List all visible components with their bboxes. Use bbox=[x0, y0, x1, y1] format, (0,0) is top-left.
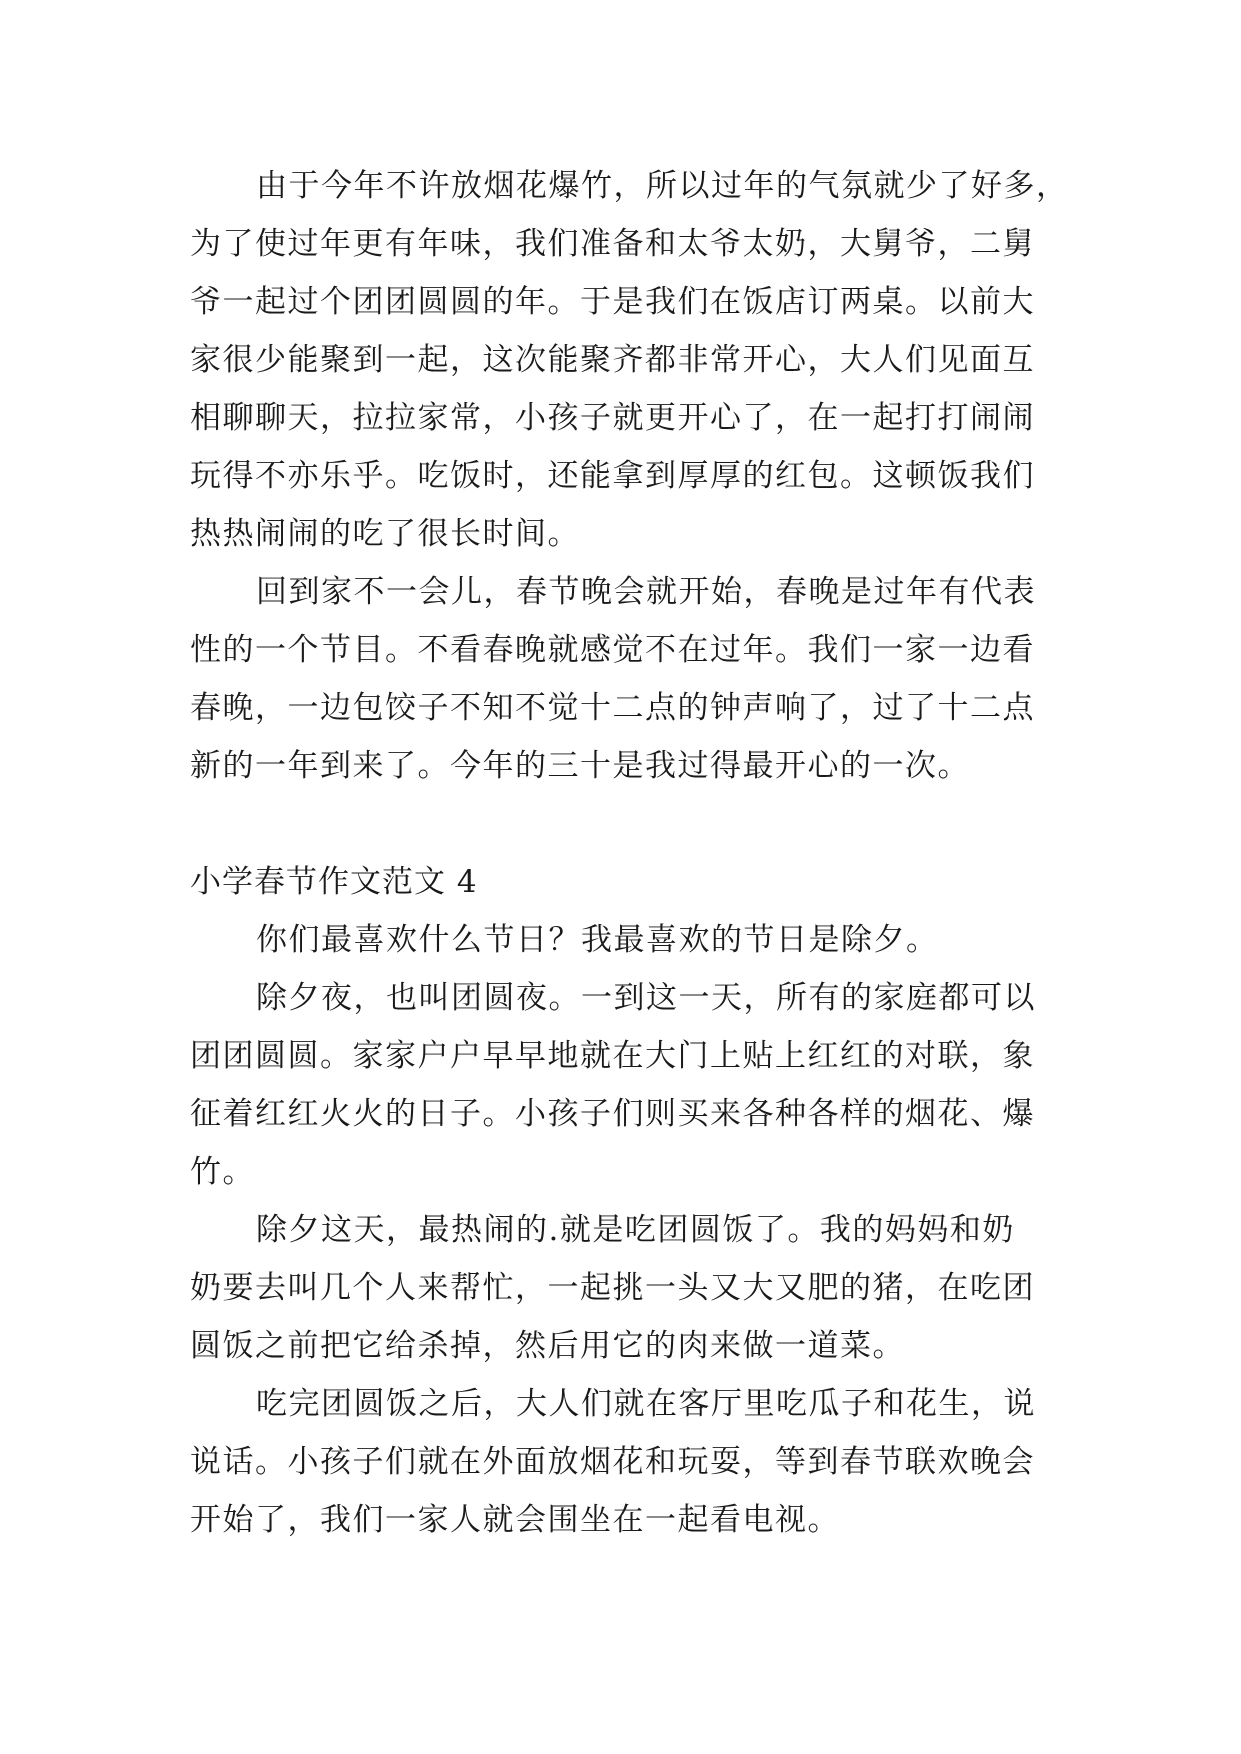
paragraph-line: 说话。小孩子们就在外面放烟花和玩耍，等到春节联欢晚会 bbox=[190, 1444, 1035, 1480]
paragraph-line: 由于今年不许放烟花爆竹，所以过年的气氛就少了好多， bbox=[256, 168, 1069, 204]
paragraph-line: 你们最喜欢什么节日？我最喜欢的节日是除夕。 bbox=[256, 922, 939, 958]
paragraph-line: 吃完团圆饭之后，大人们就在客厅里吃瓜子和花生，说 bbox=[256, 1386, 1036, 1422]
paragraph-line: 新的一年到来了。今年的三十是我过得最开心的一次。 bbox=[190, 748, 970, 784]
paragraph-line: 除夕这天，最热闹的.就是吃团圆饭了。我的妈妈和奶 bbox=[256, 1212, 1015, 1248]
paragraph-line: 奶要去叫几个人来帮忙，一起挑一头又大又肥的猪，在吃团 bbox=[190, 1270, 1035, 1306]
paragraph-line: 玩得不亦乐乎。吃饭时，还能拿到厚厚的红包。这顿饭我们 bbox=[190, 458, 1035, 494]
paragraph-line: 圆饭之前把它给杀掉，然后用它的肉来做一道菜。 bbox=[190, 1328, 905, 1364]
paragraph-line: 竹。 bbox=[190, 1154, 255, 1190]
section-heading: 小学春节作文范文 4 bbox=[190, 864, 478, 900]
paragraph-line: 为了使过年更有年味，我们准备和太爷太奶，大舅爷，二舅 bbox=[190, 226, 1035, 262]
paragraph-line: 除夕夜，也叫团圆夜。一到这一天，所有的家庭都可以 bbox=[256, 980, 1036, 1016]
paragraph-line: 性的一个节目。不看春晚就感觉不在过年。我们一家一边看 bbox=[190, 632, 1035, 668]
paragraph-line: 回到家不一会儿，春节晚会就开始，春晚是过年有代表 bbox=[256, 574, 1036, 610]
paragraph-line: 征着红红火火的日子。小孩子们则买来各种各样的烟花、爆 bbox=[190, 1096, 1035, 1132]
paragraph-line: 相聊聊天，拉拉家常，小孩子就更开心了，在一起打打闹闹 bbox=[190, 400, 1035, 436]
paragraph-line: 爷一起过个团团圆圆的年。于是我们在饭店订两桌。以前大 bbox=[190, 284, 1035, 320]
paragraph-line: 团团圆圆。家家户户早早地就在大门上贴上红红的对联，象 bbox=[190, 1038, 1035, 1074]
paragraph-line: 家很少能聚到一起，这次能聚齐都非常开心，大人们见面互 bbox=[190, 342, 1035, 378]
paragraph-line: 开始了，我们一家人就会围坐在一起看电视。 bbox=[190, 1502, 840, 1538]
paragraph-line: 热热闹闹的吃了很长时间。 bbox=[190, 516, 580, 552]
paragraph-line: 春晚，一边包饺子不知不觉十二点的钟声响了，过了十二点 bbox=[190, 690, 1035, 726]
